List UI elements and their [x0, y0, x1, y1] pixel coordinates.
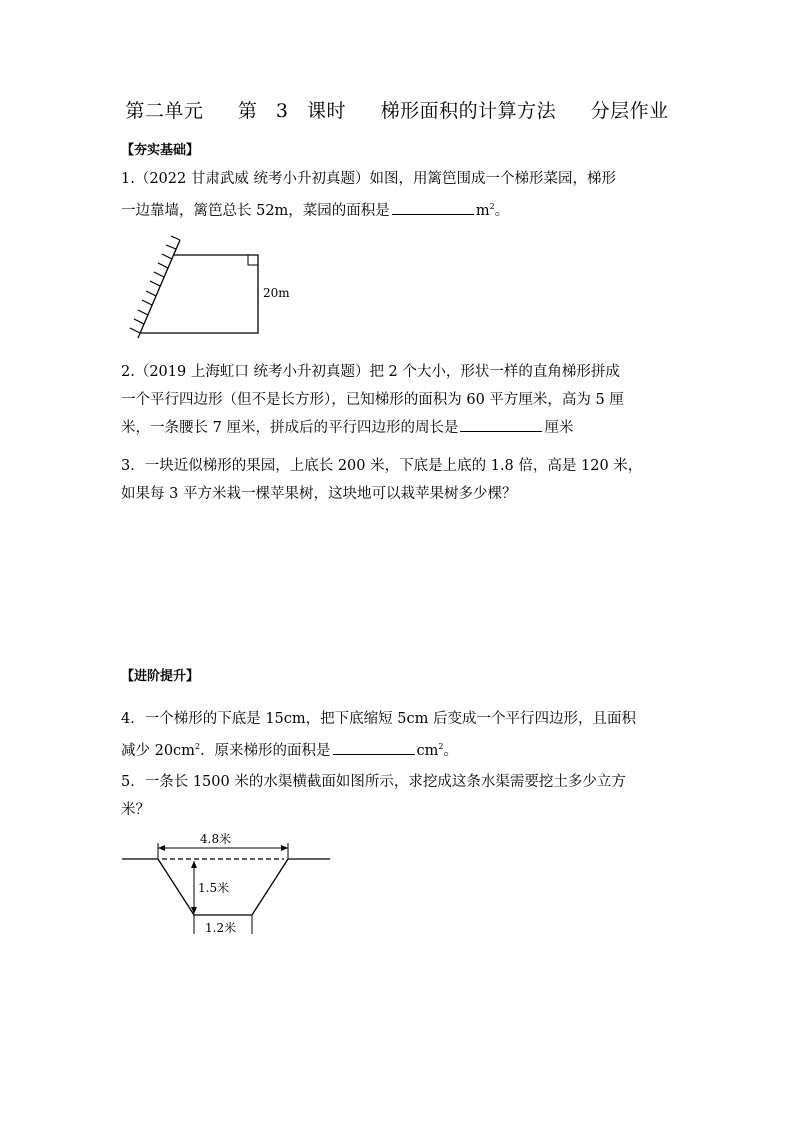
question-4	[121, 705, 681, 765]
question-1	[121, 165, 681, 225]
q4-unit: cm	[416, 742, 439, 759]
q1-unit-superscript: 2	[489, 202, 495, 211]
wall-line	[138, 240, 180, 338]
q2-line3-text: 米，一条腰长 7 厘米，拼成后的平行四边形的周长是	[121, 420, 459, 436]
question-3	[121, 452, 681, 508]
q5-line2: 米？	[121, 802, 150, 818]
q1-trapezoid-figure	[118, 232, 298, 352]
q2-line2: 一个平行四边形（但不是长方形），已知梯形的面积为 60 平方厘米，高为 5 厘	[121, 392, 624, 408]
q3-line2: 如果每 3 平方米栽一棵苹果树，这块地可以栽苹果树多少棵？	[121, 486, 517, 502]
wall-hatching	[130, 236, 180, 333]
q4-answer-blank[interactable]	[333, 740, 415, 755]
q4-line2-text: 减少 20cm	[121, 742, 195, 759]
q4-line1: 4．一个梯形的下底是 15cm，把下底缩短 5cm 后变成一个平行四边形，且面积	[121, 711, 636, 727]
title-type: 分层作业	[590, 100, 669, 122]
q2-line3	[121, 414, 681, 442]
top-arrow-right	[281, 845, 288, 851]
q1-end: 。	[494, 202, 510, 219]
q4-line2	[121, 733, 681, 765]
q5-line1: 5．一条长 1500 米的水渠横截面如图所示，求挖成这条水渠需要挖土多少立方	[121, 774, 626, 790]
q1-line2-text: 一边靠墙，篱笆总长 52m，菜园的面积是	[121, 202, 390, 219]
q5-top-label: 4.8米	[200, 832, 232, 846]
q2-answer-blank[interactable]	[460, 417, 542, 432]
q2-unit: 厘米	[544, 420, 574, 436]
q1-line2	[121, 193, 681, 225]
q3-line1: 3．一块近似梯形的果园，上底长 200 米，下底是上底的 1.8 倍，高是 120 米，	[121, 458, 643, 474]
q5-bottom-label: 1.2米	[205, 921, 237, 935]
q4-end: 。	[443, 742, 458, 759]
q1-answer-blank[interactable]	[392, 200, 474, 215]
q4-line2-mid: ．原来梯形的面积是	[200, 742, 331, 759]
section-advanced-heading: 【进阶提升】	[121, 669, 200, 684]
title-lesson: 第 3 课时	[237, 100, 347, 122]
q4-sup2: 2	[438, 742, 444, 751]
q1-unit: m	[475, 202, 490, 219]
title-unit: 第二单元	[125, 100, 204, 122]
q5-height-label: 1.5米	[198, 881, 230, 895]
question-5	[121, 768, 681, 824]
q4-sup1: 2	[194, 742, 201, 751]
q5-canal-figure	[118, 828, 338, 940]
section-basic-heading: 【夯实基础】	[121, 143, 200, 158]
q1-line1: 1.（2022 甘肃武威 统考小升初真题）如图，用篱笆围成一个梯形菜园，梯形	[121, 171, 616, 187]
height-arrow-top	[191, 861, 197, 868]
question-2	[121, 358, 681, 442]
height-arrow-bottom	[191, 907, 197, 914]
top-arrow-left	[158, 845, 165, 851]
right-angle-mark	[248, 255, 258, 265]
title-topic: 梯形面积的计算方法	[380, 100, 557, 122]
q2-line1: 2.（2019 上海虹口 统考小升初真题）把 2 个大小，形状一样的直角梯形拼成	[121, 364, 620, 380]
page-title	[0, 96, 794, 123]
q1-height-label: 20m	[263, 286, 290, 300]
fence-outline	[141, 255, 258, 333]
